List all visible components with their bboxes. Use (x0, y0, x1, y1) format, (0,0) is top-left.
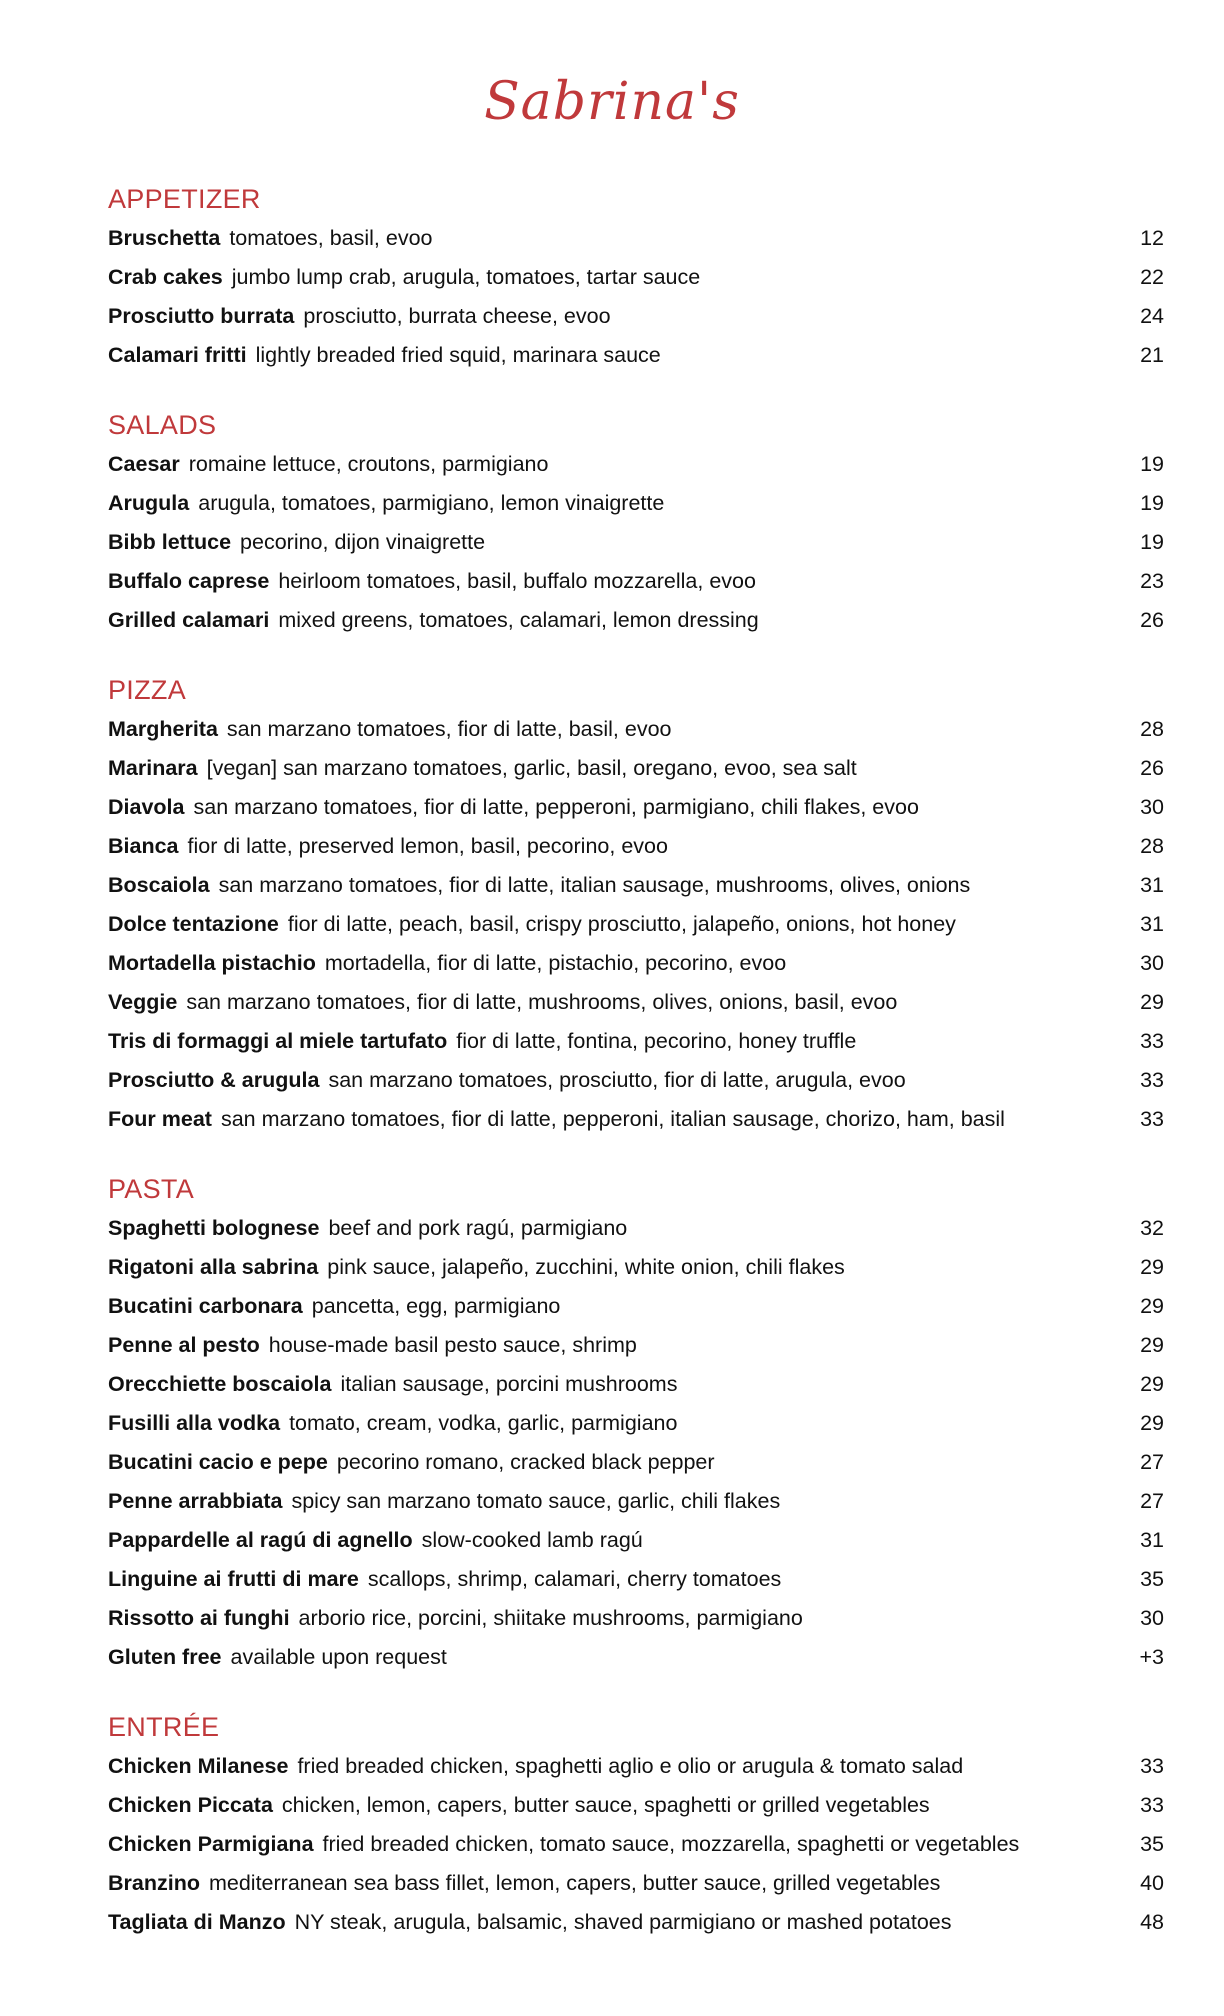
menu-item-name: Linguine ai frutti di mare (108, 1567, 359, 1591)
menu-item-name: Rissotto ai funghi (108, 1606, 290, 1630)
menu-item-description: tomatoes, basil, evoo (229, 226, 433, 250)
menu-item-price: 29 (1140, 1255, 1164, 1279)
menu-item-price: 12 (1140, 226, 1164, 250)
section-title: APPETIZER (108, 184, 261, 214)
menu-item-description: slow-cooked lamb ragú (421, 1528, 643, 1552)
menu-item-price: 40 (1140, 1871, 1164, 1895)
menu-item-price: 33 (1140, 1068, 1164, 1092)
section-title: SALADS (108, 410, 217, 440)
menu-item (108, 1022, 1164, 1061)
menu-item (108, 1365, 1164, 1404)
section-title: PASTA (108, 1174, 195, 1204)
menu-item-description: pink sauce, jalapeño, zucchini, white onion, chili flakes (327, 1255, 845, 1279)
menu-item-name: Penne al pesto (108, 1333, 260, 1357)
menu-item-name: Bucatini cacio e pepe (108, 1450, 328, 1474)
menu-item (108, 866, 1164, 905)
menu-item-description: mediterranean sea bass fillet, lemon, capers, butter sauce, grilled vegetables (208, 1871, 941, 1895)
menu-item-name: Chicken Parmigiana (108, 1832, 314, 1856)
menu-item-description: prosciutto, burrata cheese, evoo (303, 304, 611, 328)
menu-item (108, 710, 1164, 749)
menu-item-name: Arugula (108, 491, 190, 515)
menu-item-description: italian sausage, porcini mushrooms (340, 1372, 678, 1396)
menu-item-description: pecorino romano, cracked black pepper (336, 1450, 715, 1474)
menu-item-price: 31 (1140, 873, 1164, 897)
menu-item-description: heirloom tomatoes, basil, buffalo mozzarella, evoo (278, 569, 756, 593)
menu-item-description: san marzano tomatoes, fior di latte, pepperoni, italian sausage, chorizo, ham, basil (220, 1107, 1005, 1131)
menu-item-price: 22 (1140, 265, 1164, 289)
menu-item-description: arugula, tomatoes, parmigiano, lemon vinaigrette (198, 491, 665, 515)
menu-item-description: NY steak, arugula, balsamic, shaved parmigiano or mashed potatoes (294, 1910, 952, 1934)
menu-item-name: Bibb lettuce (108, 530, 232, 554)
menu-item (108, 944, 1164, 983)
menu-item-price: 28 (1140, 834, 1164, 858)
menu-item-name: Orecchiette boscaiola (108, 1372, 332, 1396)
menu-item-name: Grilled calamari (108, 608, 270, 632)
menu-item-description: [vegan] san marzano tomatoes, garlic, basil, oregano, evoo, sea salt (206, 756, 857, 780)
menu-item-name: Chicken Piccata (108, 1793, 273, 1817)
menu-item (108, 1100, 1164, 1139)
menu-item (108, 562, 1164, 601)
menu-item-name: Mortadella pistachio (108, 951, 316, 975)
menu-item-description: house-made basil pesto sauce, shrimp (268, 1333, 637, 1357)
menu-item-description: pecorino, dijon vinaigrette (240, 530, 486, 554)
menu-item-price: 33 (1140, 1793, 1164, 1817)
menu-item-description: fried breaded chicken, tomato sauce, mozzarella, spaghetti or vegetables (322, 1832, 1020, 1856)
menu-item-name: Bruschetta (108, 226, 221, 250)
menu-item-description: chicken, lemon, capers, butter sauce, spaghetti or grilled vegetables (281, 1793, 930, 1817)
menu-item-name: Penne arrabbiata (108, 1489, 283, 1513)
menu-item-name: Spaghetti bolognese (108, 1216, 320, 1240)
menu-section-appetizer (108, 180, 1164, 375)
menu-item (108, 1864, 1164, 1903)
menu-item-name: Crab cakes (108, 265, 223, 289)
menu-item-description: arborio rice, porcini, shiitake mushrooms, parmigiano (298, 1606, 803, 1630)
menu-item (108, 749, 1164, 788)
menu-item-description: tomato, cream, vodka, garlic, parmigiano (289, 1411, 678, 1435)
menu-item-price: 26 (1140, 756, 1164, 780)
menu-item-description: san marzano tomatoes, fior di latte, mushrooms, olives, onions, basil, evoo (186, 990, 898, 1014)
menu-item (108, 788, 1164, 827)
menu-item-description: scallops, shrimp, calamari, cherry tomatoes (367, 1567, 782, 1591)
menu-item-price: 29 (1140, 1372, 1164, 1396)
menu-item-price: 35 (1140, 1832, 1164, 1856)
menu-item-name: Buffalo caprese (108, 569, 270, 593)
menu-item (108, 1786, 1164, 1825)
menu-item-name: Veggie (108, 990, 178, 1014)
menu-item-description: fried breaded chicken, spaghetti aglio e olio or arugula & tomato salad (297, 1754, 964, 1778)
menu-item-price: 31 (1140, 912, 1164, 936)
menu-item (108, 1287, 1164, 1326)
menu-item (108, 1521, 1164, 1560)
menu-item-name: Boscaiola (108, 873, 210, 897)
menu-item-name: Marinara (108, 756, 198, 780)
menu-item-price: 19 (1140, 530, 1164, 554)
menu-item-description: mixed greens, tomatoes, calamari, lemon dressing (278, 608, 759, 632)
menu-item (108, 1747, 1164, 1786)
menu-item-price: 24 (1140, 304, 1164, 328)
section-title: ENTRÉE (108, 1712, 220, 1742)
menu-item (108, 1560, 1164, 1599)
menu-section-salads (108, 406, 1164, 640)
menu-item-description: fior di latte, fontina, pecorino, honey truffle (456, 1029, 857, 1053)
menu-item-description: fior di latte, peach, basil, crispy prosciutto, jalapeño, onions, hot honey (287, 912, 956, 936)
menu-item (108, 1482, 1164, 1521)
menu-item-description: spicy san marzano tomato sauce, garlic, chili flakes (291, 1489, 781, 1513)
menu-item-name: Prosciutto & arugula (108, 1068, 320, 1092)
menu-item (108, 1638, 1164, 1677)
menu-item-name: Dolce tentazione (108, 912, 279, 936)
menu-item-price: 33 (1140, 1107, 1164, 1131)
menu-item-price: 29 (1140, 1294, 1164, 1318)
menu-item-name: Chicken Milanese (108, 1754, 289, 1778)
menu-item-description: san marzano tomatoes, prosciutto, fior di latte, arugula, evoo (328, 1068, 906, 1092)
menu-item-description: romaine lettuce, croutons, parmigiano (188, 452, 549, 476)
menu-item (108, 445, 1164, 484)
menu-item-price: 19 (1140, 491, 1164, 515)
menu-item (108, 1404, 1164, 1443)
menu-item-price: 31 (1140, 1528, 1164, 1552)
menu-item (108, 336, 1164, 375)
section-title: PIZZA (108, 675, 187, 705)
menu-item-price: 29 (1140, 1333, 1164, 1357)
menu-item-description: san marzano tomatoes, fior di latte, italian sausage, mushrooms, olives, onions (218, 873, 971, 897)
menu-item-price: 27 (1140, 1489, 1164, 1513)
menu-item (108, 219, 1164, 258)
menu-section-entree (108, 1708, 1164, 1942)
menu-item (108, 827, 1164, 866)
menu-item (108, 523, 1164, 562)
menu-item-description: beef and pork ragú, parmigiano (328, 1216, 628, 1240)
menu-item (108, 1903, 1164, 1942)
menu-item (108, 601, 1164, 640)
restaurant-logo: Sabrina's (484, 72, 740, 132)
menu-item-price: 21 (1140, 343, 1164, 367)
menu-item (108, 1825, 1164, 1864)
menu-item-name: Pappardelle al ragú di agnello (108, 1528, 413, 1552)
menu-item-description: pancetta, egg, parmigiano (311, 1294, 561, 1318)
menu-item-name: Margherita (108, 717, 218, 741)
menu-item-name: Tagliata di Manzo (108, 1910, 286, 1934)
menu-item-price: 30 (1140, 1606, 1164, 1630)
menu-item-description: lightly breaded fried squid, marinara sauce (255, 343, 661, 367)
menu-item-price: 29 (1140, 1411, 1164, 1435)
menu-item-name: Gluten free (108, 1645, 222, 1669)
menu-item-name: Prosciutto burrata (108, 304, 295, 328)
menu-item (108, 297, 1164, 336)
menu-item (108, 1209, 1164, 1248)
menu-item-description: mortadella, fior di latte, pistachio, pecorino, evoo (324, 951, 787, 975)
menu-section-pizza (108, 671, 1164, 1139)
menu-item-name: Fusilli alla vodka (108, 1411, 281, 1435)
menu-item-description: san marzano tomatoes, fior di latte, pepperoni, parmigiano, chili flakes, evoo (193, 795, 919, 819)
menu-item-description: available upon request (230, 1645, 447, 1669)
menu-item (108, 905, 1164, 944)
menu-item-description: fior di latte, preserved lemon, basil, pecorino, evoo (187, 834, 668, 858)
menu-item-price: 19 (1140, 452, 1164, 476)
menu-item-name: Tris di formaggi al miele tartufato (108, 1029, 448, 1053)
menu-item (108, 258, 1164, 297)
menu-item-price: 33 (1140, 1029, 1164, 1053)
menu-item-name: Branzino (108, 1871, 200, 1895)
menu-body (108, 180, 1164, 1973)
menu-item-price: 30 (1140, 951, 1164, 975)
menu-item-price: +3 (1139, 1645, 1164, 1669)
menu-item-name: Bianca (108, 834, 179, 858)
menu-item-price: 33 (1140, 1754, 1164, 1778)
menu-item-name: Caesar (108, 452, 180, 476)
menu-section-pasta (108, 1170, 1164, 1677)
menu-item-description: jumbo lump crab, arugula, tomatoes, tartar sauce (231, 265, 701, 289)
menu-item-price: 27 (1140, 1450, 1164, 1474)
menu-item (108, 1061, 1164, 1100)
menu-item-name: Bucatini carbonara (108, 1294, 303, 1318)
menu-item-price: 35 (1140, 1567, 1164, 1591)
menu-item-price: 26 (1140, 608, 1164, 632)
menu-item-price: 30 (1140, 795, 1164, 819)
menu-item-price: 48 (1140, 1910, 1164, 1934)
menu-item-price: 28 (1140, 717, 1164, 741)
menu-item (108, 1599, 1164, 1638)
menu-item-price: 23 (1140, 569, 1164, 593)
menu-item (108, 1248, 1164, 1287)
menu-item-name: Diavola (108, 795, 185, 819)
menu-item-name: Four meat (108, 1107, 212, 1131)
menu-item (108, 484, 1164, 523)
menu-item-name: Calamari fritti (108, 343, 247, 367)
menu-item (108, 983, 1164, 1022)
menu-item (108, 1326, 1164, 1365)
menu-item-price: 32 (1140, 1216, 1164, 1240)
menu-item (108, 1443, 1164, 1482)
menu-item-description: san marzano tomatoes, fior di latte, basil, evoo (226, 717, 672, 741)
menu-item-price: 29 (1140, 990, 1164, 1014)
menu-item-name: Rigatoni alla sabrina (108, 1255, 319, 1279)
